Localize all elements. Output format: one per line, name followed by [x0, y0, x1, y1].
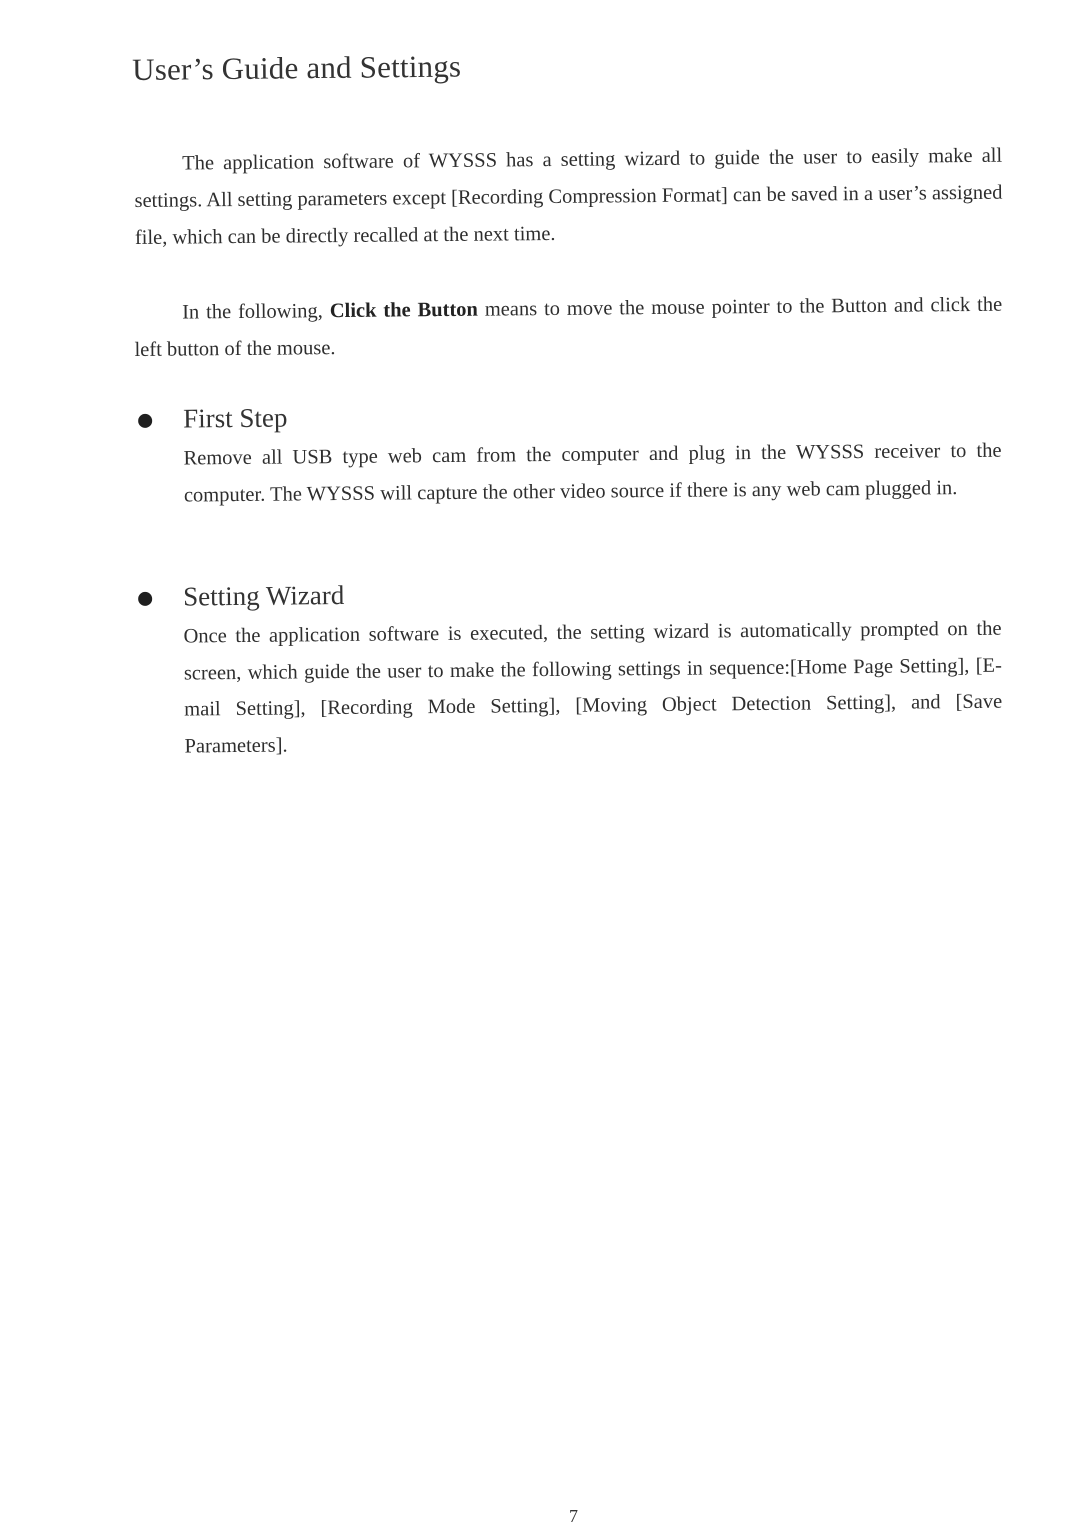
section-body: Once the application software is executed, the setting wizard is automatically prompted on the screen, which guide the user to make the following settings in sequence:[Home Page Setting], [E-mail Setting], [Recording Mode Setting], [Moving Object Detection Setting], and [Save Parameters]. [183, 617, 1003, 758]
section-body: Remove all USB type web cam from the computer and plug in the WYSSS receiver to the computer. The WYSSS will capture the other video source if there is any web cam plugged in. [183, 439, 1002, 507]
intro-text: The application software of WYSSS has a setting wizard to guide the user to easily make all settings. All setting parameters except [Recording Compression Format] can be saved in a user’s assigned file, which can be directly recalled at the next time. [134, 144, 1003, 249]
intro-paragraph [134, 138, 1003, 257]
click-definition-paragraph [134, 287, 1003, 369]
bullet-icon [138, 414, 152, 428]
bullet-icon [138, 592, 152, 606]
section-setting-wizard [134, 574, 1004, 758]
click-definition-suffix: means to move the mouse pointer to the Button and click the left button of the mouse. [134, 293, 1003, 361]
click-definition-prefix: In the following, [182, 300, 330, 324]
click-definition-bold: Click the Button [329, 298, 479, 323]
page-title: User’s Guide and Settings [132, 48, 462, 87]
section-heading: First Step [182, 402, 288, 434]
section-heading: Setting Wizard [182, 579, 345, 612]
section-first-step [134, 396, 1004, 507]
page-number: 7 [569, 1506, 578, 1526]
